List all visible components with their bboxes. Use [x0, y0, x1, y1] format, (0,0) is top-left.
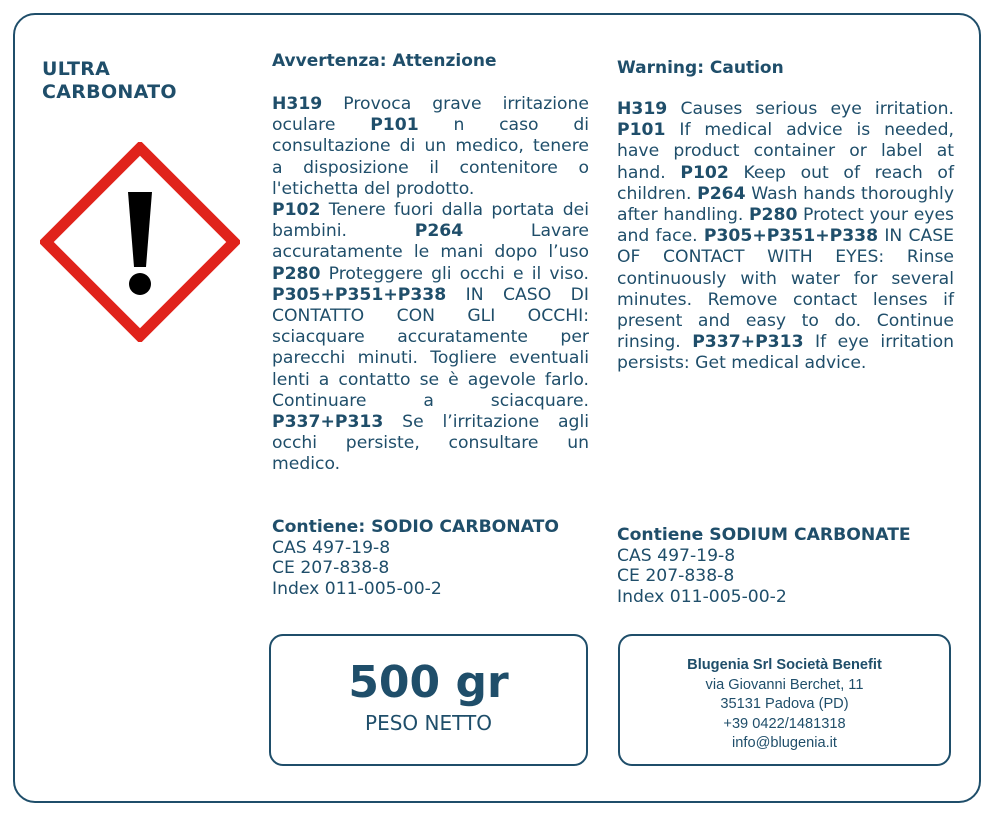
company-box — [618, 634, 951, 766]
net-weight-box — [269, 634, 588, 766]
statement-text: Keep out of reach of children. — [617, 162, 955, 204]
code-p264: P264 — [697, 183, 746, 204]
code-p305-p351-p338: P305+P351+P338 — [272, 284, 447, 305]
net-weight-value: 500 gr — [348, 657, 509, 708]
statement-text: Provoca grave irritazione oculare — [272, 94, 589, 136]
statement-text: Protect your eyes and face. — [617, 205, 954, 247]
company-street: via Giovanni Berchet, 11 — [705, 676, 864, 693]
warning-word-en: Warning: Caution — [617, 58, 784, 78]
statement-text: Causes serious eye irritation. — [667, 99, 954, 119]
net-weight-label: PESO NETTO — [365, 711, 492, 735]
code-h319: H319 — [272, 94, 323, 114]
code-p337-p313: P337+P313 — [272, 412, 384, 433]
contains-title-it: Contiene: SODIO CARBONATO — [272, 517, 559, 537]
product-name-line2: CARBONATO — [42, 81, 177, 103]
hazard-statements-it — [272, 94, 589, 476]
company-email: info@blugenia.it — [732, 735, 837, 751]
code-p101: P101 — [370, 115, 419, 136]
statement-text: IN CASE OF CONTACT WITH EYES: Rinse continuously with water for several minutes. Remove contact lenses if present and easy to do. Continue rinsing. — [617, 226, 954, 353]
cas-number-en: CAS 497-19-8 — [617, 545, 736, 566]
ce-number-it: CE 207-838-8 — [272, 558, 390, 578]
code-p101: P101 — [617, 120, 666, 141]
warning-word-it: Avvertenza: Attenzione — [272, 51, 497, 71]
code-p102: P102 — [272, 200, 321, 221]
statement-text: Lavare accuratamente le mani dopo l’uso — [272, 221, 589, 263]
code-p337-p313: P337+P313 — [692, 332, 804, 353]
index-number-it: Index 011-005-00-2 — [272, 578, 442, 599]
ce-number-en: CE 207-838-8 — [617, 566, 735, 586]
company-name: Blugenia Srl Società Benefit — [687, 657, 882, 673]
statement-paragraph-en-1 — [617, 99, 954, 375]
statement-text: IN CASO DI CONTATTO CON GLI OCCHI: sciacquare accuratamente per parecchi minuti. Togliere eventuali lenti a contatto se è agevole farlo. Continuare a sciacquare. — [272, 284, 589, 411]
statement-text: If eye irritation persists: Get medical advice. — [617, 332, 954, 374]
company-city: 35131 Padova (PD) — [720, 696, 849, 712]
statement-text: Proteggere gli occhi e il viso. — [320, 263, 589, 284]
statement-text: Se l’irritazione agli occhi persiste, consultare un medico. — [272, 412, 589, 475]
code-p305-p351-p338: P305+P351+P338 — [703, 226, 879, 247]
code-p264: P264 — [414, 221, 464, 242]
statement-text: Wash hands thoroughly after handling. — [617, 183, 955, 226]
cas-number-it: CAS 497-19-8 — [272, 537, 391, 558]
statement-text: Tenere fuori dalla portata dei bambini. — [272, 200, 589, 242]
product-name-line1: ULTRA — [42, 58, 111, 80]
statement-text: n caso di consultazione di un medico, tenere a disposizione il contenitore o l'etichetta del prodotto. — [272, 115, 589, 199]
code-p102: P102 — [680, 162, 729, 183]
company-phone: +39 0422/1481318 — [723, 715, 846, 732]
code-h319: H319 — [617, 99, 668, 119]
contains-block-it — [272, 517, 559, 599]
index-number-en: Index 011-005-00-2 — [617, 586, 787, 607]
code-p280: P280 — [272, 263, 321, 284]
statement-paragraph-it-2 — [272, 200, 589, 476]
hazard-statements-en — [617, 99, 954, 375]
statement-text: If medical advice is needed, have product container or label at hand. — [617, 120, 954, 183]
contains-block-en — [617, 525, 911, 607]
exclamation-mark-icon — [40, 142, 240, 342]
code-p280: P280 — [748, 205, 798, 226]
product-name — [42, 58, 177, 104]
contains-title-en: Contiene SODIUM CARBONATE — [617, 525, 911, 545]
statement-paragraph-it-1 — [272, 94, 589, 200]
